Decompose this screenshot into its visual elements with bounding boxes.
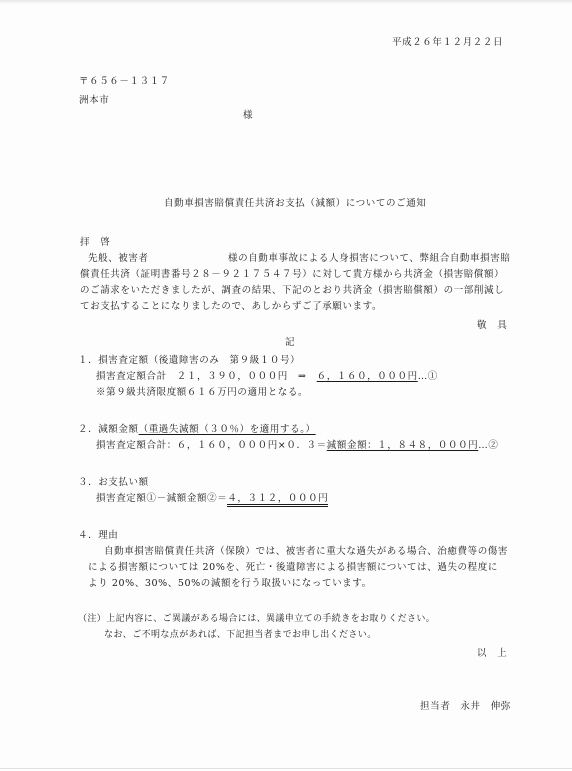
scan-bottom-edge — [0, 768, 572, 769]
section-2-subtitle: （重過失減額（３０％）を適用する。） — [138, 424, 316, 435]
address-city: 洲本市 — [79, 95, 110, 106]
section-3-heading: ３．お支払い額 — [78, 477, 149, 488]
section-4-heading: ４．理由 — [78, 530, 119, 541]
section-2-calc — [96, 439, 498, 452]
letter-date: 平成２６年１２月２２日 — [392, 37, 504, 48]
closing-keigu: 敬 具 — [477, 320, 508, 331]
section-3-result: ４，３１２，０００円 — [227, 493, 328, 507]
section-1-heading: １．損害査定額（後遺障害のみ 第９級１０号） — [78, 355, 301, 366]
section-2-title: ２．減額金額 — [78, 424, 139, 435]
body-line-1b: 様の自動車事故による人身損害について、弊組合自動車損害賠 — [228, 253, 511, 264]
body-line-1a: 先般、被害者 — [88, 253, 149, 264]
section-4-line-3: より 20%、30%、50%の減額を行う取扱いになっています。 — [88, 578, 372, 589]
section-1-result: ６，１６０，０００円 — [316, 371, 418, 382]
body-line-2: 償責任共済（証明書番号２８－９２１７５４７号）に対して貴方様から共済金（損害賠償額） — [80, 269, 505, 280]
scan-edge — [0, 0, 572, 4]
section-2-marker: …② — [478, 440, 499, 451]
section-1-note: ※第９級共済限度額６１６万円の適用となる。 — [96, 387, 309, 398]
note-line-1: （注）上記内容に、ご異議がある場合には、異議申立ての手続きをお取りください。 — [78, 614, 436, 624]
section-4-line-1: 自動車損害賠償責任共済（保険）では、被害者に重大な過失がある場合、治癒費等の傷害 — [104, 546, 509, 557]
postal-code: 〒６５６－１３１７ — [79, 76, 170, 87]
section-1-calc — [96, 370, 438, 383]
section-1-calc-text: 損害査定額合計 ２１，３９０，０００円 ⇒ — [96, 371, 317, 382]
addressee-suffix: 様 — [243, 110, 254, 121]
contact-person: 担当者 永井 伸弥 — [420, 701, 511, 712]
closing-ijou: 以 上 — [477, 648, 508, 659]
section-1-marker: …① — [417, 371, 438, 382]
greeting: 拝 啓 — [80, 237, 111, 248]
body-line-4: てお支払することになりましたので、あしからずご了承願います。 — [80, 301, 383, 312]
section-3-calc — [96, 492, 328, 505]
section-3-calc-text: 損害査定額①－減額金額②＝ — [96, 493, 228, 504]
section-2-heading — [78, 423, 316, 436]
note-line-2: なお、ご不明な点があれば、下記担当者までお申し出ください。 — [104, 630, 377, 640]
ki-heading: 記 — [285, 337, 296, 348]
section-2-result: 減額金額：１，８４８，０００円 — [326, 440, 479, 451]
body-line-3: のご請求をいただきましたが、調査の結果、下記のとおり共済金（損害賠償額）の一部削減し — [80, 285, 505, 296]
section-4-line-2: による損害額については 20%を、死亡・後遺障害による損害額については、過失の程度に — [88, 562, 498, 573]
letter-title: 自動車損害賠償責任共済お支払（減額）についてのご通知 — [164, 198, 427, 209]
section-2-calc-text: 損害査定額合計：６，１６０，０００円×０．３＝ — [96, 440, 327, 451]
